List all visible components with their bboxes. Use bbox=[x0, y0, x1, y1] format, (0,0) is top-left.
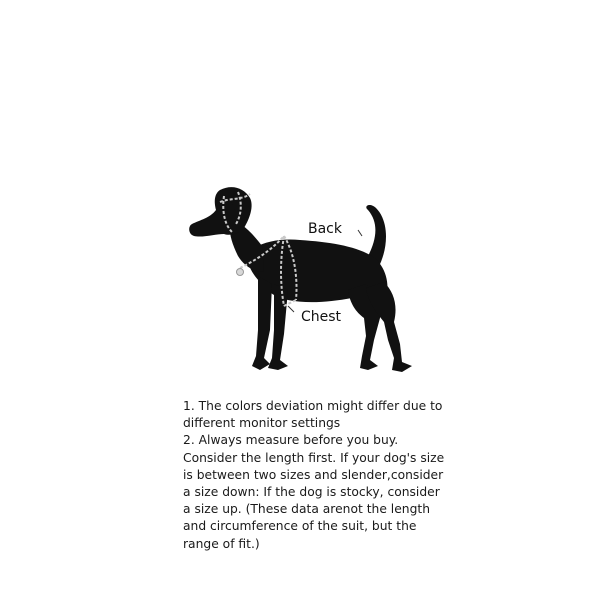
size-notes bbox=[183, 398, 445, 553]
notes-line: range of fit.) bbox=[183, 536, 260, 551]
back-label: Back bbox=[308, 221, 342, 237]
tag-icon bbox=[237, 269, 244, 276]
chest-pointer-icon bbox=[288, 306, 294, 312]
notes-line: Consider the length first. If your dog's size bbox=[183, 450, 445, 465]
notes-line: and circumference of the suit, but the bbox=[183, 519, 417, 534]
back-pointer-icon bbox=[358, 230, 362, 236]
notes-line: a size down: If the dog is stocky, consider bbox=[183, 485, 440, 500]
dog-silhouette-icon bbox=[189, 187, 412, 372]
notes-line: a size up. (These data arenot the length bbox=[183, 502, 430, 517]
notes-line: is between two sizes and slender,consider bbox=[183, 467, 444, 482]
dog-figure bbox=[180, 180, 440, 380]
chest-label: Chest bbox=[301, 309, 342, 325]
notes-line: 2. Always measure before you buy. bbox=[183, 433, 399, 448]
notes-line: different monitor settings bbox=[183, 416, 341, 431]
notes-line: 1. The colors deviation might differ due to bbox=[183, 399, 443, 413]
